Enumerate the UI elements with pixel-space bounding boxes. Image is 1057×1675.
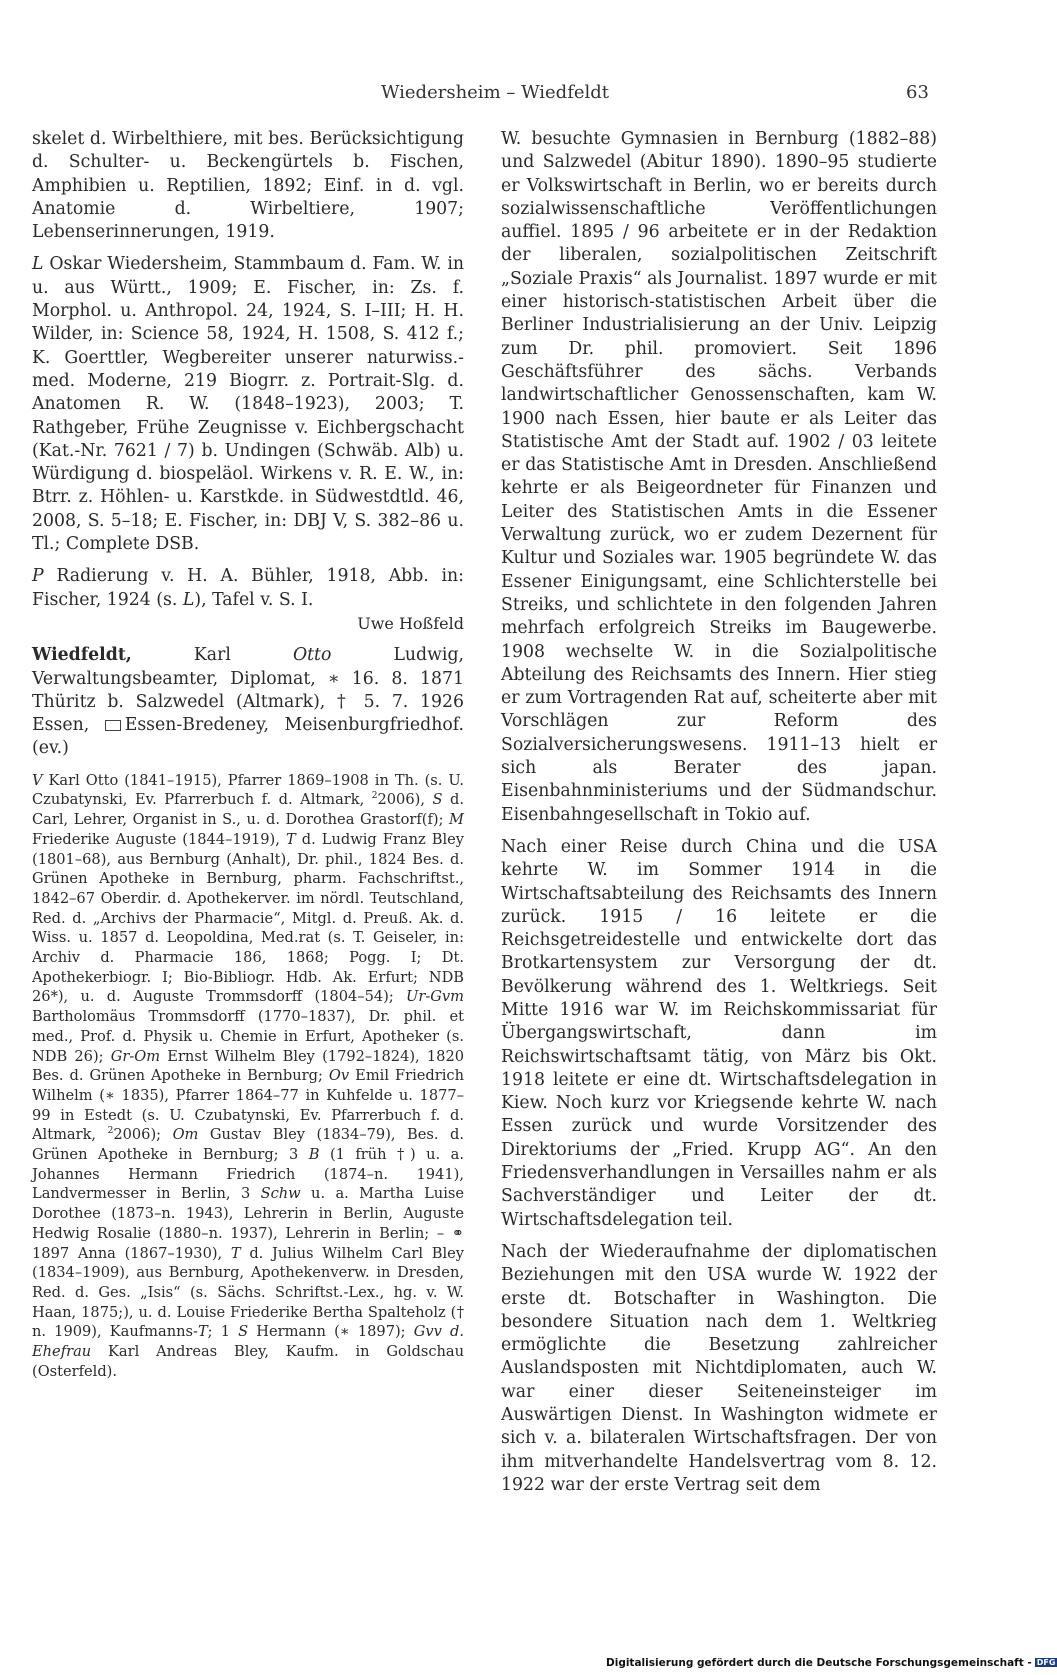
- dfg-logo: DFG: [1036, 1658, 1056, 1667]
- right-column: [501, 128, 937, 1497]
- gen-label: V: [32, 771, 43, 789]
- gen-text: Ernst Wilhelm Bley (1792–1824), 1820 Bes. d. Grünen Apotheke in Bernburg;: [32, 1047, 465, 1085]
- literature-text: Oskar Wiedersheim, Stammbaum d. Fam. W. in u. aus Württ., 1909; E. Fischer, in: Zs. f. Morphol. u. Anthropol. 24, 1924, S. I–III; H. H. Wilder, in: Science 58, 1924, H. 1508, S. 412 f.; K. Goerttler, Wegbereiter unserer naturwiss.-med. Moderne, 219 Biogrr. z. Portrait-Slg. d. Anatomen R. W. (1848–1923), 2003; T. Rathgeber, Frühe Zeugnisse v. Eichbergschacht (Kat.-Nr. 7621 / 7) b. Undingen (Schwäb. Alb) u. Würdigung d. biospeläol. Wirkens v. R. E. W., in: Btrr. z. Höhlen- u. Karstkde. in Südwestdtld. 46, 2008, S. 5–18; E. Fischer, in: DBJ V, S. 382–86 u. Tl.; Complete DSB.: [32, 254, 464, 555]
- entry-life-data: Verwaltungsbeamter, Diplomat, ∗ 16. 8. 1871 Thüritz b. Salzwedel (Altmark), † 5. 7. 1926 Essen,: [32, 668, 464, 736]
- gen-label: T: [285, 830, 296, 848]
- works-paragraph: skelet d. Wirbelthiere, mit bes. Berücksichtigung d. Schulter- u. Beckengürtels b. Fischen, Amphibien u. Reptilien, 1892; Einf. in d. vgl. Anatomie d. Wirbeltiere, 1907; Lebenserinnerungen, 1919.: [32, 129, 464, 243]
- genealogy-paragraph: [32, 771, 464, 1382]
- gen-label: Om: [172, 1126, 199, 1144]
- gen-label: Schw: [260, 1185, 301, 1203]
- portrait-text: Radierung v. H. A. Bühler, 1918, Abb. in: Fischer, 1924 (s.: [32, 566, 465, 610]
- literature-paragraph: [32, 253, 464, 556]
- gen-text: Gustav Bley (1834–79), Bes. d. Grünen Apotheke in Bernburg; 3: [32, 1126, 464, 1164]
- gen-text: 2006);: [113, 1126, 173, 1144]
- digitization-footer: [606, 1657, 1056, 1669]
- entry-given-name: Karl: [193, 645, 231, 666]
- gen-text: u. a. Martha Luise Dorothee (1873–n. 1943), Lehrerin in Berlin, Auguste Hedwig Rosalie (1880–n. 1937), Lehrerin in Berlin; – ⚭ 1897 Anna (1867–1930),: [32, 1185, 465, 1262]
- grave-icon: [105, 720, 121, 731]
- edition-superscript: 2: [371, 791, 378, 802]
- gen-label: S: [432, 791, 443, 809]
- gen-label: Gvv d. Ehefrau: [32, 1323, 464, 1361]
- gen-label: S: [238, 1323, 249, 1341]
- article-author: Uwe Hoßfeld: [357, 613, 464, 633]
- running-title: Wiedersheim – Wiedfeldt: [380, 82, 610, 103]
- footer-text: Digitalisierung gefördert durch die Deutsche Forschungsgemeinschaft -: [606, 1657, 1032, 1669]
- gen-label: Ur-Gvm: [406, 988, 464, 1006]
- gen-label: T: [230, 1244, 241, 1262]
- gen-text: Karl Otto (1841–1915), Pfarrer 1869–1908 in Th. (s. U. Czubatynski, Ev. Pfarrerbuch f. d. Altmark,: [32, 771, 465, 809]
- career-paragraph-2: Nach einer Reise durch China und die USA kehrte W. im Sommer 1914 in die Wirtschaftsabteilung des Reichsamts des Innern zurück. 1915 / 16 leitete er die Reichsgetreidestelle und entwickelte dort das Brotkartensystem zur Versorgung der dt. Bevölkerung während des 1. Weltkriegs. Seit Mitte 1916 war W. im Reichskommissariat für Übergangswirtschaft, dann im Reichswirtschaftsamt tätig, von März bis Okt. 1918 leitete er eine dt. Wirtschaftsdelegation in Kiew. Noch kurz vor Kriegsende kehrte W. nach Essen zurück und wurde Vorsitzender des Direktoriums der „Fried. Krupp AG“. An den Friedensverhandlungen in Versailles nahm er als Sachverständiger und Leiter der dt. Wirtschaftsdelegation teil.: [501, 836, 937, 1230]
- gen-text: d. Carl, Lehrer, Organist in S., u. d. Dorothea Grastorf(f);: [32, 791, 464, 829]
- gen-label: Ov: [328, 1067, 350, 1085]
- portrait-text-end: ), Tafel v. S. I.: [194, 589, 314, 610]
- gen-text: ; 1: [207, 1323, 239, 1341]
- gen-label: Gr-Om: [110, 1047, 161, 1065]
- portrait-ref: L: [182, 589, 195, 610]
- gen-label: B: [308, 1146, 320, 1164]
- literature-label: L: [32, 254, 44, 275]
- gen-text: Friederike Auguste (1844–1919),: [32, 830, 286, 848]
- entry-heading: [32, 644, 464, 760]
- gen-text: d. Julius Wilhelm Carl Bley (1834–1909), aus Bernburg, Apothekenverw. in Dresden, Red. d. Ges. „Isis“ (s. Sächs. Schriftst.-Lex., hg. v. W. Haan, 1875;), u. d. Louise Friederike Bertha Spalteholz († n. 1909), Kaufmanns-: [32, 1244, 464, 1341]
- gen-text: Emil Friedrich Wilhelm (∗ 1835), Pfarrer 1864–77 in Kuhfelde u. 1877–99 in Estedt (s. U. Czubatynski, Ev. Pfarrerbuch f. d. Altmark,: [32, 1067, 464, 1144]
- portrait-paragraph: [32, 565, 464, 612]
- portrait-label: P: [32, 566, 44, 587]
- gen-text: Hermann (∗ 1897);: [256, 1323, 414, 1341]
- entry-name: Wiedfeldt,: [32, 645, 132, 666]
- career-paragraph-3: Nach der Wiederaufnahme der diplomatischen Beziehungen mit den USA wurde W. 1922 der erste dt. Botschafter in Washington. Die besondere Situation nach dem 1. Weltkrieg ermöglichte die Besetzung zahlreicher Auslandsposten mit Nichtdiplomaten, auch W. war einer dieser Seiteneinsteiger im Auswärtigen Dienst. In Washington widmete er sich v. a. bilateralen Wirtschaftsfragen. Der von ihm mitverhandelte Handelsvertrag vom 8. 12. 1922 war der erste Vertrag seit dem: [501, 1241, 937, 1495]
- gen-text: 2006),: [377, 791, 433, 809]
- page-number: 63: [906, 82, 929, 103]
- career-paragraph-1: W. besuchte Gymnasien in Bernburg (1882–88) und Salzwedel (Abitur 1890). 1890–95 studierte er Volkswirtschaft in Berlin, wo er bereits durch sozialwissenschaftliche Veröffentlichungen auffiel. 1895 / 96 arbeitete er in der Redaktion der liberalen, sozialpolitischen Zeitschrift „Soziale Praxis“ als Journalist. 1897 wurde er mit einer historisch-statistischen Arbeit über die Berliner Industrialisierung an der Univ. Leipzig zum Dr. phil. promoviert. Seit 1896 Geschäftsführer des sächs. Verbands landwirtschaftlicher Genossenschaften, kam W. 1900 nach Essen, hier baute er als Leiter das Statistische Amt der Stadt auf. 1902 / 03 leitete er das Statistische Amt in Dresden. Anschließend kehrte er als Beigeordneter für Finanzen und Leiter des Statistischen Amts in die Essener Verwaltung zurück, wo er zudem Dezernent für Kultur und Soziales war. 1905 begründete W. das Essener Einigungsamt, eine Schlichterstelle bei Streiks, und schlichtete in den folgenden Jahren mehrfach erfolgreich Streiks im Baugewerbe. 1908 wechselte W. in die Sozialpolitische Abteilung des Reichsamts des Innern. Hier stieg er zum Vortragenden Rat auf, scheiterte aber mit Vorschlägen zur Reform des Sozialversicherungswesens. 1911–13 hielt er sich als Berater des japan. Eisenbahnministeriums und der Südmandschur. Eisenbahngesellschaft in Tokio auf.: [501, 129, 937, 825]
- gen-text: d. Ludwig Franz Bley (1801–68), aus Bernburg (Anhalt), Dr. phil., 1824 Bes. d. Grünen Apotheke in Bernburg, pharm. Fachschriftst., 1842–67 Oberdir. d. Apothekerver. im nördl. Teutschland, Red. d. „Archivs der Pharmacie“, Mitgl. d. Preuß. Ak. d. Wiss. u. 1857 d. Leopoldina, Med.rat (s. T. Geiseler, in: Archiv d. Pharmacie 186, 1868; Pogg. I; Dt. Apothekerbiogr. I; Bio-Bibliogr. Hdb. Ak. Erfurt; NDB 26*), u. d. Auguste Trommsdorff (1804–54);: [32, 830, 464, 1006]
- entry-call-name: Otto: [292, 645, 332, 666]
- gen-label: T: [197, 1323, 208, 1341]
- gen-text: Karl Andreas Bley, Kaufm. in Goldschau (Osterfeld).: [32, 1343, 464, 1380]
- left-column: [32, 128, 464, 1382]
- entry-grave: Essen-Bredeney, Meisenburgfriedhof. (ev.): [32, 715, 464, 759]
- gen-label: M: [449, 811, 464, 829]
- entry-given-name-2: Ludwig,: [393, 645, 464, 666]
- gen-text: Bartholomäus Trommsdorff (1770–1837), Dr. phil. et med., Prof. d. Physik u. Chemie in Erfurt, Apotheker (s. NDB 26);: [32, 1008, 464, 1065]
- gen-text: (1 früh †) u. a. Johannes Hermann Friedrich (1874–n. 1941), Landvermesser in Berlin, 3: [32, 1146, 464, 1203]
- edition-superscript: 2: [107, 1126, 114, 1137]
